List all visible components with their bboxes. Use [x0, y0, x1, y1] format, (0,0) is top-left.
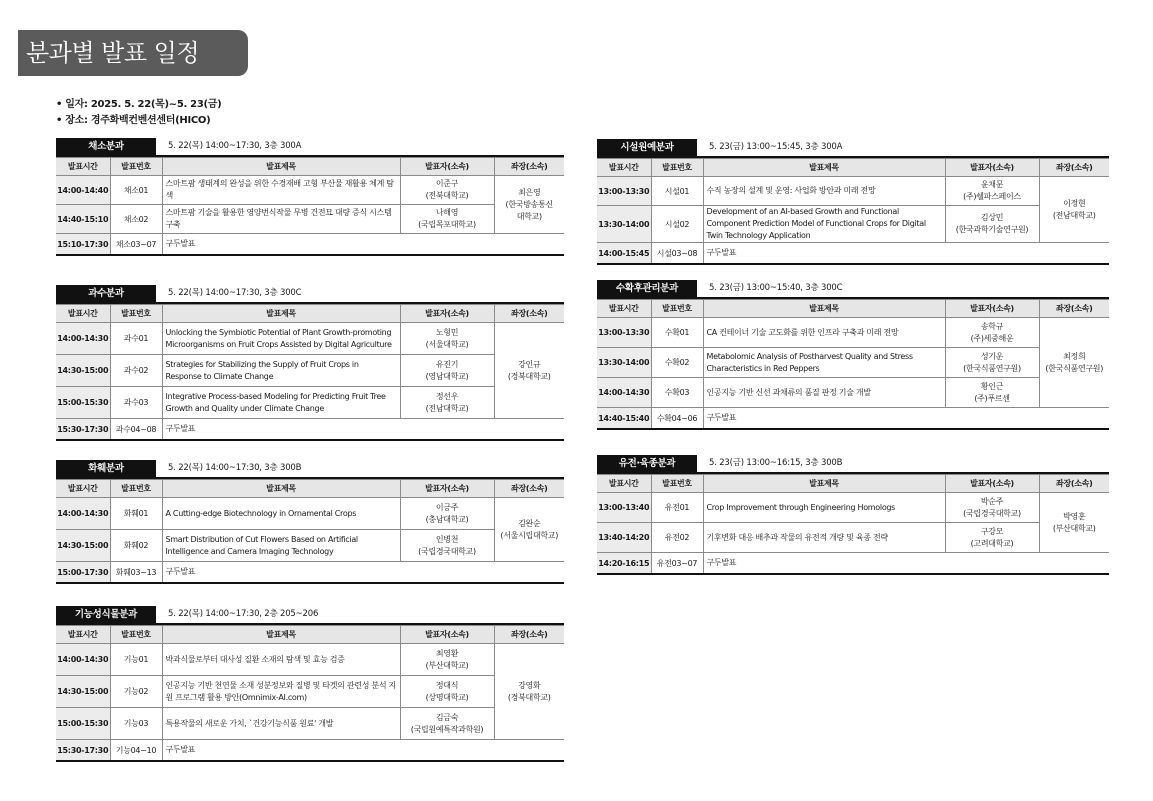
- chair-affiliation: (전남대학교): [1052, 210, 1096, 220]
- schedule-section: [56, 606, 564, 762]
- section-header: [56, 285, 564, 304]
- presenter-affiliation: (한국식품연구원): [963, 363, 1021, 373]
- session-title: Integrative Process-based Modeling for Predicting Fruit Tree Growth and Quality under Climate Change: [162, 387, 400, 419]
- col-header-presenter: 발표자(소속): [400, 626, 494, 644]
- col-header-code: 발표번호: [110, 158, 162, 176]
- table-row: [597, 206, 1109, 243]
- session-time: 14:40-15:40: [597, 408, 651, 430]
- chair-name: 이정현: [1063, 198, 1086, 208]
- session-code: 시설03~08: [651, 243, 703, 265]
- presenter: [400, 355, 494, 387]
- session-code: 화훼02: [110, 530, 162, 562]
- presenter: [945, 348, 1039, 378]
- presenter-affiliation: (충남대학교): [425, 514, 469, 524]
- session-title: 특용작물의 새로운 가치, `건강기능식품 원료' 개발: [162, 708, 400, 740]
- session-title: 스마트팜 기술을 활용한 영양번식작물 무병 건전묘 대량 증식 시스템 구축: [162, 205, 400, 234]
- col-header-chair: 좌장(소속): [1039, 159, 1109, 177]
- chair: [1039, 318, 1109, 408]
- col-header-chair: 좌장(소속): [494, 626, 564, 644]
- session-code: 시설02: [651, 206, 703, 243]
- chair: [1039, 177, 1109, 243]
- session-code: 채소03~07: [110, 234, 162, 256]
- col-header-code: 발표번호: [651, 300, 703, 318]
- col-header-presenter: 발표자(소속): [400, 305, 494, 323]
- col-header-time: 발표시간: [597, 159, 651, 177]
- chair-affiliation: (경북대학교): [507, 371, 551, 381]
- header-row: [597, 159, 1109, 177]
- col-header-presenter: 발표자(소속): [945, 159, 1039, 177]
- session-code: 수확01: [651, 318, 703, 348]
- schedule-section: [597, 455, 1109, 575]
- col-header-time: 발표시간: [56, 158, 110, 176]
- section-name: 채소분과: [56, 138, 156, 155]
- presenter: [400, 205, 494, 234]
- session-title: 구두발표: [703, 553, 1109, 575]
- table-row: [597, 177, 1109, 206]
- presenter-name: 유진기: [435, 359, 459, 369]
- table-row: [56, 323, 564, 355]
- session-code: 기능01: [110, 644, 162, 676]
- presenter: [400, 498, 494, 530]
- session-code: 유전03~07: [651, 553, 703, 575]
- presenter-affiliation: (국립목포대학교): [418, 220, 476, 229]
- session-code: 과수03: [110, 387, 162, 419]
- session-code: 기능02: [110, 676, 162, 708]
- table-row: [56, 562, 564, 584]
- col-header-chair: 좌장(소속): [494, 158, 564, 176]
- session-code: 시설01: [651, 177, 703, 206]
- session-code: 유전02: [651, 523, 703, 553]
- session-code: 화훼03~13: [110, 562, 162, 584]
- table-row: [56, 234, 564, 256]
- session-time: 15:00-15:30: [56, 708, 110, 740]
- schedule-table: [597, 158, 1109, 265]
- section-name: 시설원예분과: [597, 139, 697, 156]
- session-title: 기후변화 대응 배추과 작물의 유전적 개량 및 육종 전략: [703, 523, 945, 553]
- presenter-name: 정대식: [435, 680, 459, 690]
- chair-name: 박영훈: [1063, 511, 1086, 521]
- section-header: [56, 460, 564, 479]
- col-header-presenter: 발표자(소속): [400, 480, 494, 498]
- table-row: [597, 553, 1109, 575]
- section-name: 과수분과: [56, 285, 156, 302]
- session-code: 수확04~06: [651, 408, 703, 430]
- presenter-name: 노형민: [435, 327, 459, 337]
- presenter-affiliation: (주)세중해운: [970, 333, 1014, 343]
- session-title: Smart Distribution of Cut Flowers Based on Artificial Intelligence and Camera Imaging Technology: [162, 530, 400, 562]
- table-row: [56, 205, 564, 234]
- col-header-presenter: 발표자(소속): [945, 300, 1039, 318]
- presenter-name: 인병천: [435, 534, 459, 544]
- col-header-presenter: 발표자(소속): [400, 158, 494, 176]
- presenter: [400, 387, 494, 419]
- table-row: [597, 523, 1109, 553]
- presenter-affiliation: (주)쉘파스페이스: [963, 192, 1021, 201]
- session-title: 구두발표: [162, 419, 564, 441]
- session-title: 구두발표: [703, 243, 1109, 265]
- table-row: [56, 740, 564, 762]
- session-title: A Cutting-edge Biotechnology in Ornamental Crops: [162, 498, 400, 530]
- section-info: 5. 23(금) 13:00~16:15, 3층 300B: [709, 458, 843, 468]
- schedule-table: [597, 474, 1109, 575]
- col-header-title: 발표제목: [162, 626, 400, 644]
- table-row: [56, 676, 564, 708]
- section-info: 5. 23(금) 13:00~15:45, 3층 300A: [709, 142, 843, 152]
- presenter-affiliation: (국립원예특작과학원): [410, 724, 484, 734]
- col-header-title: 발표제목: [162, 305, 400, 323]
- session-time: 15:30-17:30: [56, 740, 110, 762]
- session-time: 15:10-17:30: [56, 234, 110, 256]
- presenter: [400, 530, 494, 562]
- chair: [494, 498, 564, 562]
- table-row: [597, 348, 1109, 378]
- table-row: [56, 644, 564, 676]
- chair: [494, 323, 564, 419]
- schedule-table: [56, 625, 564, 762]
- table-row: [56, 387, 564, 419]
- col-header-title: 발표제목: [162, 158, 400, 176]
- chair-affiliation: (서울시립대학교): [500, 530, 559, 540]
- presenter-name: 김상민: [980, 213, 1004, 222]
- chair-affiliation: (한국방송통신: [505, 199, 553, 209]
- col-header-code: 발표번호: [110, 480, 162, 498]
- presenter-name: 송학규: [980, 321, 1004, 331]
- chair: [494, 644, 564, 740]
- presenter-name: 황인근: [980, 381, 1004, 391]
- schedule-section: [56, 460, 564, 584]
- schedule-table: [56, 157, 564, 256]
- session-time: 14:00-14:30: [56, 498, 110, 530]
- table-row: [597, 318, 1109, 348]
- section-header: [597, 139, 1109, 158]
- table-row: [597, 378, 1109, 408]
- col-header-chair: 좌장(소속): [494, 480, 564, 498]
- presenter-name: 성기운: [980, 351, 1004, 361]
- presenter-name: 나해영: [435, 208, 459, 217]
- presenter: [400, 176, 494, 205]
- session-time: 14:40-15:10: [56, 205, 110, 234]
- chair-name: 김완순: [518, 518, 541, 528]
- session-title: Unlocking the Symbiotic Potential of Plant Growth-promoting Microorganisms on Fruit Crops Assisted by Digital Agriculture: [162, 323, 400, 355]
- session-time: 14:30-15:00: [56, 530, 110, 562]
- table-row: [56, 530, 564, 562]
- presenter-name: 최영환: [435, 648, 459, 658]
- col-header-code: 발표번호: [651, 159, 703, 177]
- presenter-name: 구강모: [980, 526, 1004, 536]
- session-time: 13:40-14:20: [597, 523, 651, 553]
- col-header-title: 발표제목: [162, 480, 400, 498]
- header-row: [597, 300, 1109, 318]
- presenter-affiliation: (서울대학교): [425, 339, 469, 349]
- presenter-name: 이준구: [435, 179, 459, 188]
- section-header: [56, 606, 564, 625]
- presenter-affiliation: (상명대학교): [425, 692, 469, 702]
- presenter-affiliation: (영남대학교): [425, 371, 469, 381]
- table-row: [56, 419, 564, 441]
- session-title: 구두발표: [703, 408, 1109, 430]
- session-time: 13:00-13:40: [597, 493, 651, 523]
- presenter-name: 김금숙: [435, 712, 459, 722]
- session-code: 수확03: [651, 378, 703, 408]
- section-name: 수확후관리분과: [597, 280, 697, 297]
- chair: [1039, 493, 1109, 553]
- session-code: 유전01: [651, 493, 703, 523]
- section-name: 유전·육종분과: [597, 455, 697, 472]
- schedule-section: [597, 280, 1109, 430]
- presenter-affiliation: (전북대학교): [425, 191, 469, 200]
- session-code: 기능04~10: [110, 740, 162, 762]
- session-time: 13:30-14:00: [597, 206, 651, 243]
- date-line: • 일자: 2025. 5. 22(목)~5. 23(금): [56, 95, 221, 110]
- header-row: [56, 305, 564, 323]
- col-header-title: 발표제목: [703, 159, 945, 177]
- session-title: 인공지능 기반 천연물 소재 성분정보와 질병 및 타겟의 관련성 분석 지원 프로그램 활용 방안(Omnimix-AI.com): [162, 676, 400, 708]
- col-header-time: 발표시간: [597, 300, 651, 318]
- session-time: 15:30-17:30: [56, 419, 110, 441]
- page-title: 분과별 발표 일정: [18, 30, 248, 76]
- table-row: [597, 243, 1109, 265]
- col-header-title: 발표제목: [703, 475, 945, 493]
- chair-affiliation: (부산대학교): [1052, 523, 1096, 533]
- presenter: [945, 523, 1039, 553]
- col-header-time: 발표시간: [56, 480, 110, 498]
- session-title: Strategies for Stabilizing the Supply of Fruit Crops in Response to Climate Change: [162, 355, 400, 387]
- presenter-affiliation: (국립경국대학교): [418, 546, 476, 556]
- presenter: [400, 708, 494, 740]
- session-code: 채소01: [110, 176, 162, 205]
- presenter-name: 이긍주: [435, 502, 459, 512]
- presenter-affiliation: (전남대학교): [425, 403, 469, 413]
- col-header-time: 발표시간: [597, 475, 651, 493]
- presenter: [945, 378, 1039, 408]
- session-code: 기능03: [110, 708, 162, 740]
- chair-name: 최은영: [518, 187, 541, 197]
- table-row: [597, 493, 1109, 523]
- presenter: [945, 318, 1039, 348]
- presenter: [400, 676, 494, 708]
- col-header-code: 발표번호: [110, 626, 162, 644]
- chair-affiliation: 대학교): [516, 211, 542, 221]
- session-title: Metabolomic Analysis of Postharvest Quality and Stress Characteristics in Red Peppers: [703, 348, 945, 378]
- table-row: [56, 498, 564, 530]
- col-header-time: 발표시간: [56, 626, 110, 644]
- presenter-name: 박순주: [980, 496, 1004, 506]
- section-header: [597, 455, 1109, 474]
- session-time: 14:00-14:30: [597, 378, 651, 408]
- section-header: [597, 280, 1109, 299]
- chair-affiliation: (한국식품연구원): [1045, 363, 1104, 373]
- session-title: 박과식물로부터 대사성 질환 소재의 탐색 및 효능 검증: [162, 644, 400, 676]
- session-title: 수직 농장의 설계 및 운영: 사업화 방안과 미래 전망: [703, 177, 945, 206]
- session-time: 14:00-15:45: [597, 243, 651, 265]
- presenter: [945, 177, 1039, 206]
- chair-name: 최정희: [1063, 351, 1086, 361]
- session-title: Development of an AI-based Growth and Functional Component Prediction Model of Functional Crops for Digital Twin Technology Application: [703, 206, 945, 243]
- col-header-time: 발표시간: [56, 305, 110, 323]
- chair-affiliation: (경북대학교): [507, 692, 551, 702]
- venue-line: • 장소: 경주화백컨벤션센터(HICO): [56, 111, 210, 126]
- presenter-affiliation: (부산대학교): [425, 660, 469, 670]
- session-time: 14:20-16:15: [597, 553, 651, 575]
- session-time: 15:00-17:30: [56, 562, 110, 584]
- table-row: [597, 408, 1109, 430]
- session-time: 13:00-13:30: [597, 177, 651, 206]
- presenter: [400, 323, 494, 355]
- chair: [494, 176, 564, 234]
- session-code: 과수01: [110, 323, 162, 355]
- schedule-section: [56, 138, 564, 256]
- session-time: 14:00-14:30: [56, 644, 110, 676]
- section-info: 5. 22(목) 14:00~17:30, 2층 205~206: [168, 609, 319, 619]
- section-name: 화훼분과: [56, 460, 156, 477]
- session-title: 구두발표: [162, 740, 564, 762]
- header-row: [597, 475, 1109, 493]
- table-row: [56, 176, 564, 205]
- schedule-table: [56, 304, 564, 441]
- session-code: 과수04~08: [110, 419, 162, 441]
- table-row: [56, 708, 564, 740]
- header-row: [56, 626, 564, 644]
- presenter-name: 정선우: [435, 391, 459, 401]
- col-header-code: 발표번호: [110, 305, 162, 323]
- session-title: 구두발표: [162, 562, 564, 584]
- col-header-chair: 좌장(소속): [494, 305, 564, 323]
- presenter-name: 윤채문: [980, 180, 1004, 189]
- col-header-chair: 좌장(소속): [1039, 300, 1109, 318]
- chair-name: 강영화: [518, 680, 541, 690]
- presenter: [945, 493, 1039, 523]
- presenter-affiliation: (주)푸르센: [974, 393, 1010, 403]
- session-time: 14:30-15:00: [56, 676, 110, 708]
- presenter: [400, 644, 494, 676]
- table-row: [56, 355, 564, 387]
- header-row: [56, 158, 564, 176]
- session-title: 인공지능 기반 신선 과채류의 품질 판정 기술 개발: [703, 378, 945, 408]
- presenter-affiliation: (국립경국대학교): [963, 508, 1021, 518]
- presenter-affiliation: (한국과학기술연구원): [955, 225, 1029, 234]
- col-header-title: 발표제목: [703, 300, 945, 318]
- col-header-presenter: 발표자(소속): [945, 475, 1039, 493]
- schedule-table: [56, 479, 564, 584]
- session-time: 15:00-15:30: [56, 387, 110, 419]
- session-code: 화훼01: [110, 498, 162, 530]
- session-time: 13:00-13:30: [597, 318, 651, 348]
- section-info: 5. 22(목) 14:00~17:30, 3층 300A: [168, 141, 302, 151]
- section-name: 기능성식물분과: [56, 606, 156, 623]
- section-info: 5. 23(금) 13:00~15:40, 3층 300C: [709, 283, 843, 293]
- session-time: 14:30-15:00: [56, 355, 110, 387]
- presenter: [945, 206, 1039, 243]
- chair-name: 강인규: [518, 359, 541, 369]
- col-header-chair: 좌장(소속): [1039, 475, 1109, 493]
- schedule-section: [597, 139, 1109, 265]
- session-title: 스마트팜 생태계의 완성을 위한 수경재배 고형 부산물 재활용 체계 탐색: [162, 176, 400, 205]
- col-header-code: 발표번호: [651, 475, 703, 493]
- section-header: [56, 138, 564, 157]
- session-code: 수확02: [651, 348, 703, 378]
- session-time: 13:30-14:00: [597, 348, 651, 378]
- session-time: 14:00-14:40: [56, 176, 110, 205]
- section-info: 5. 22(목) 14:00~17:30, 3층 300C: [168, 288, 302, 298]
- session-code: 채소02: [110, 205, 162, 234]
- session-title: CA 컨테이너 기술 고도화를 위한 인프라 구축과 미래 전망: [703, 318, 945, 348]
- session-code: 과수02: [110, 355, 162, 387]
- session-time: 14:00-14:30: [56, 323, 110, 355]
- presenter-affiliation: (고려대학교): [970, 538, 1014, 548]
- header-row: [56, 480, 564, 498]
- session-title: 구두발표: [162, 234, 564, 256]
- session-title: Crop Improvement through Engineering Homologs: [703, 493, 945, 523]
- section-info: 5. 22(목) 14:00~17:30, 3층 300B: [168, 463, 302, 473]
- schedule-table: [597, 299, 1109, 430]
- schedule-section: [56, 285, 564, 441]
